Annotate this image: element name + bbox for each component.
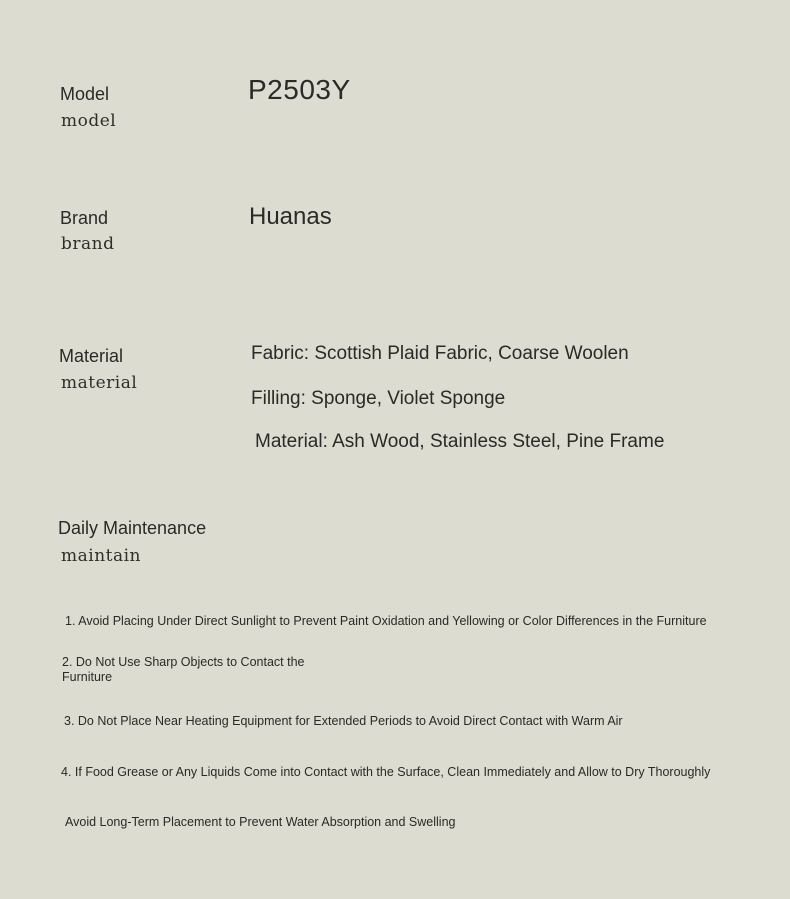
maintenance-item: 2. Do Not Use Sharp Objects to Contact the Furniture — [62, 655, 305, 684]
material-frame: Material: Ash Wood, Stainless Steel, Pine Frame — [255, 431, 665, 452]
brand-label: Brand — [60, 208, 109, 228]
maintenance-item: 3. Do Not Place Near Heating Equipment for Extended Periods to Avoid Direct Contact with Warm Air — [64, 714, 623, 728]
brand-value: Huanas — [249, 203, 332, 230]
maintenance-item: 4. If Food Grease or Any Liquids Come into Contact with the Surface, Clean Immediately and Allow to Dry Thoroughly — [61, 765, 711, 779]
maintenance-sublabel: maintain — [61, 546, 141, 566]
material-label: Material — [59, 346, 124, 366]
material-fabric: Fabric: Scottish Plaid Fabric, Coarse Woolen — [251, 343, 629, 364]
maintenance-item: 1. Avoid Placing Under Direct Sunlight to Prevent Paint Oxidation and Yellowing or Color Differences in the Furniture — [65, 614, 707, 628]
model-label: Model — [60, 84, 110, 104]
brand-sublabel: brand — [61, 234, 115, 254]
model-sublabel: model — [61, 111, 117, 131]
maintenance-item: Avoid Long-Term Placement to Prevent Water Absorption and Swelling — [65, 815, 456, 829]
model-value: P2503Y — [248, 74, 351, 105]
material-filling: Filling: Sponge, Violet Sponge — [251, 388, 506, 409]
material-sublabel: material — [61, 373, 138, 393]
maintenance-label: Daily Maintenance — [58, 518, 207, 538]
